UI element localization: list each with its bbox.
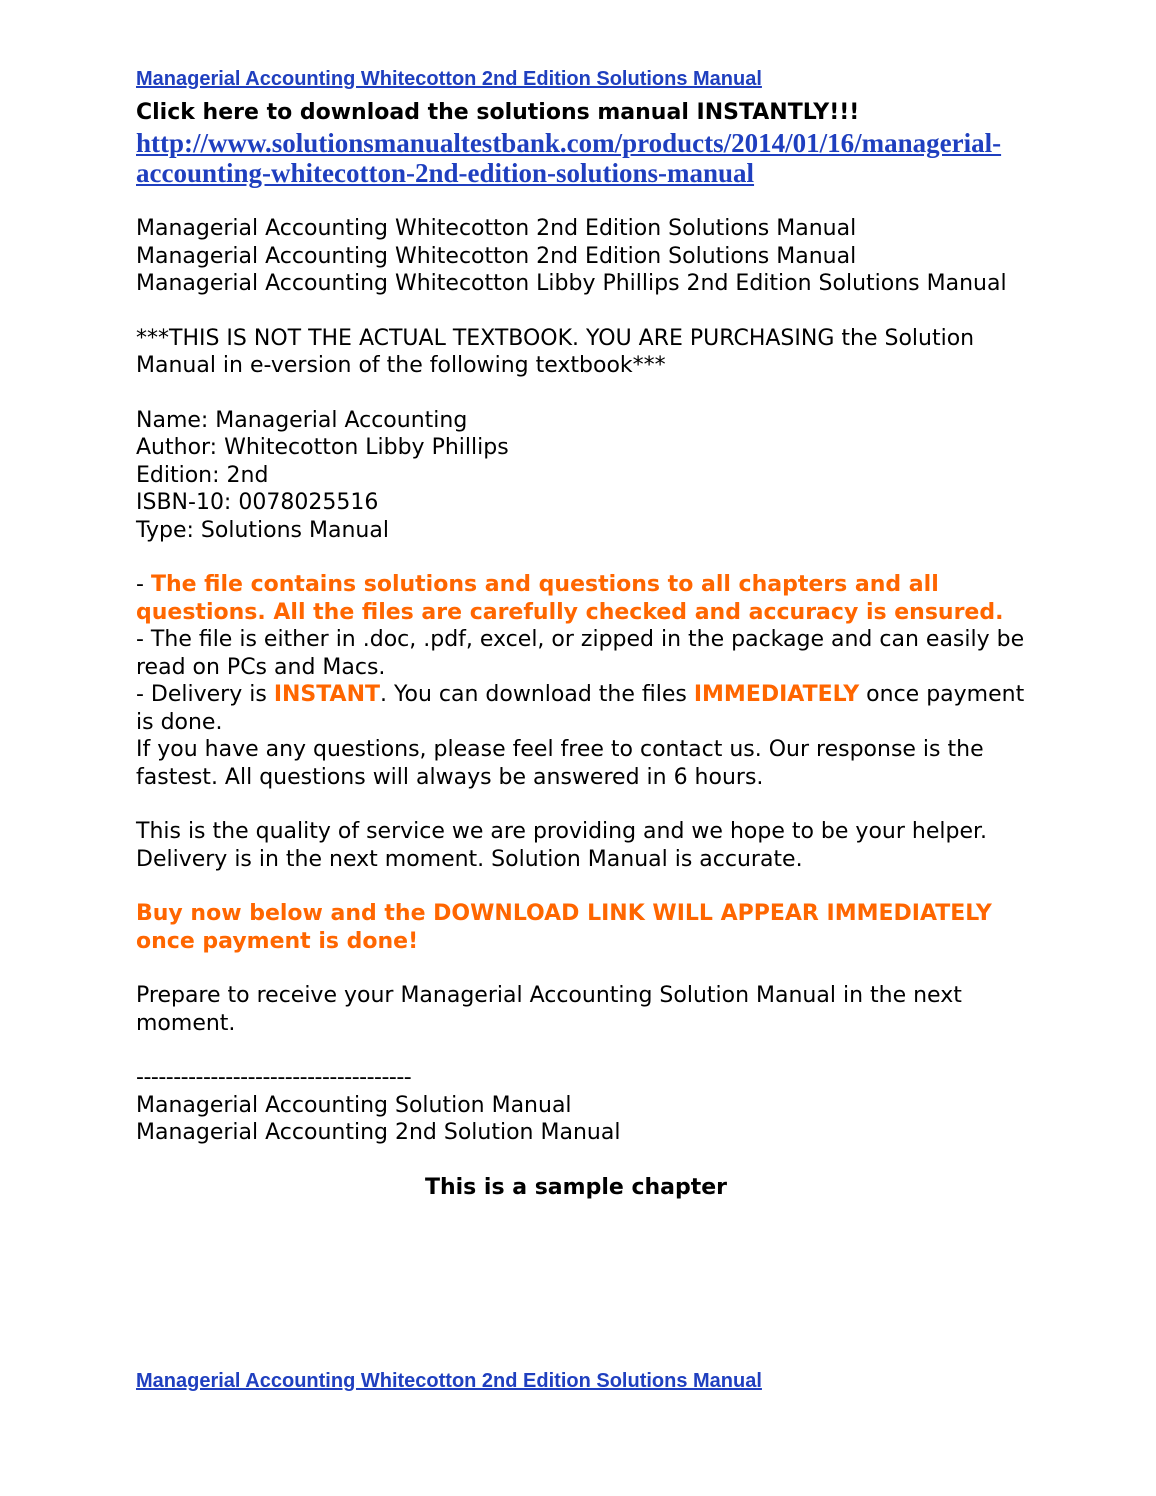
quality-block — [136, 818, 1036, 873]
book-author: Author: Whitecotton Libby Phillips — [136, 435, 509, 460]
footer-title-line: Managerial Accounting 2nd Solution Manual — [136, 1120, 621, 1145]
buy-now-text: Buy now below and the DOWNLOAD LINK WILL APPEAR IMMEDIATELY once payment is done! — [136, 901, 992, 954]
book-name: Name: Managerial Accounting — [136, 407, 468, 433]
footer-product-link[interactable]: Managerial Accounting Whitecotton 2nd Edition Solutions Manual — [136, 1370, 762, 1392]
document-page — [136, 64, 1036, 1203]
title-line: Managerial Accounting Whitecotton 2nd Edition Solutions Manual — [136, 243, 857, 269]
download-url-link[interactable]: http://www.solutionsmanualtestbank.com/products/2014/01/16/managerial-accounting-whitecotton-2nd-edition-solutions-manual — [136, 128, 1002, 188]
feature-contact: If you have any questions, please feel free to contact us. Our response is the fastest. All questions will always be answered in 6 hours. — [136, 737, 984, 790]
features-block — [136, 571, 1036, 791]
feature-formats: - The file is either in .doc, .pdf, excel, or zipped in the package and can easily be read on PCs and Macs. — [136, 627, 1025, 680]
footer-titles — [136, 1092, 1036, 1147]
sample-chapter-heading: This is a sample chapter — [424, 1174, 728, 1200]
feature-accuracy-highlight: The file contains solutions and questions to all chapters and all questions. All the files are carefully checked and accuracy is ensured. — [136, 572, 1004, 625]
immediately-highlight: IMMEDIATELY — [693, 682, 860, 707]
titles-block — [136, 215, 1036, 298]
feature-dash: - — [136, 572, 151, 597]
delivery-text: once payment is done. — [136, 682, 1025, 735]
book-edition: Edition: 2nd — [136, 462, 269, 488]
header-product-link[interactable]: Managerial Accounting Whitecotton 2nd Edition Solutions Manual — [136, 68, 762, 90]
book-type: Type: Solutions Manual — [136, 517, 389, 543]
feature-accuracy — [136, 571, 1036, 626]
dashed-divider: ------------------------------------- — [136, 1065, 412, 1090]
download-cta: Click here to download the solutions manual INSTANTLY!!! — [136, 100, 860, 125]
title-line: Managerial Accounting Whitecotton 2nd Edition Solutions Manual — [136, 216, 857, 241]
feature-delivery — [136, 681, 1036, 736]
delivery-text: - Delivery is — [136, 682, 274, 707]
book-isbn: ISBN-10: 0078025516 — [136, 490, 379, 515]
delivery-text: . You can download the files — [380, 682, 694, 707]
notice-text: ***THIS IS NOT THE ACTUAL TEXTBOOK. YOU ARE PURCHASING the Solution Manual in e-version of the following textbook*** — [136, 325, 975, 378]
title-line: Managerial Accounting Whitecotton Libby Phillips 2nd Edition Solutions Manual — [136, 271, 1007, 296]
delivery-note: Delivery is in the next moment. Solution Manual is accurate. — [136, 846, 803, 872]
instant-highlight: INSTANT — [273, 682, 380, 707]
prepare-text: Prepare to receive your Managerial Accounting Solution Manual in the next moment. — [136, 983, 962, 1036]
quality-text: This is the quality of service we are providing and we hope to be your helper. — [136, 819, 987, 844]
book-details — [136, 407, 1036, 545]
footer-title-line: Managerial Accounting Solution Manual — [136, 1092, 572, 1118]
